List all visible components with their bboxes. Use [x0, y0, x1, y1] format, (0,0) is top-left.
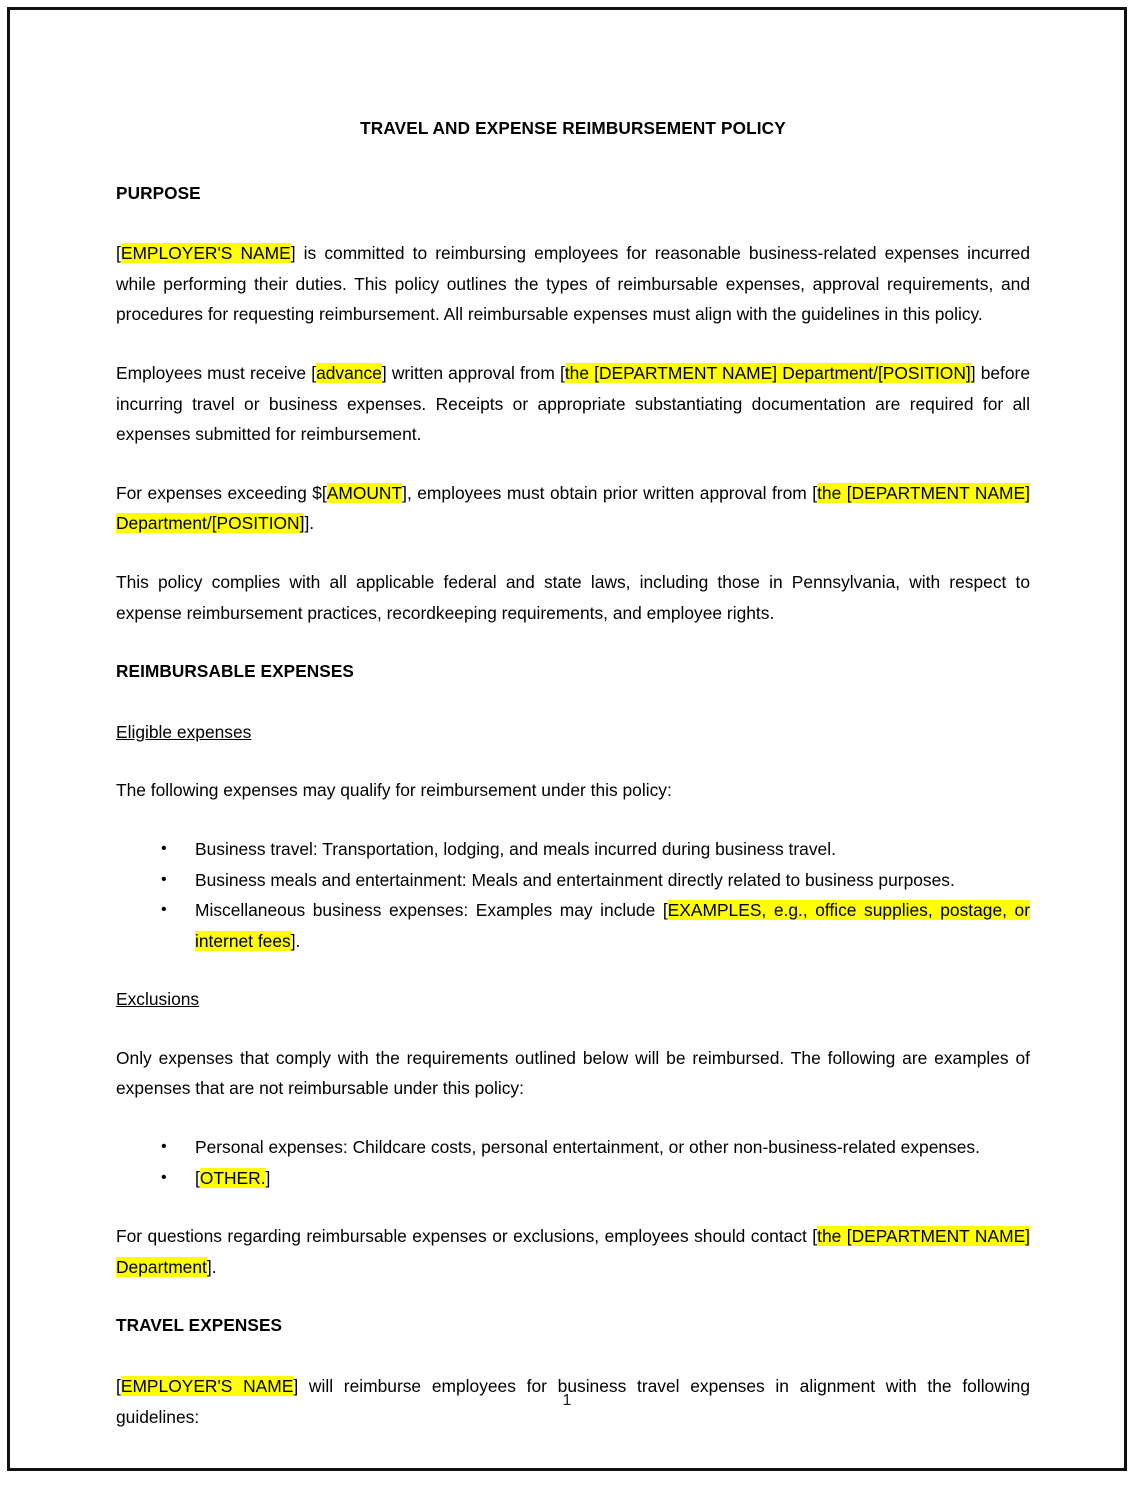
list-item	[116, 895, 1030, 956]
document-page	[7, 7, 1127, 1471]
eligible-expenses-list	[116, 834, 1030, 956]
placeholder-department-position-1: the [DEPARTMENT NAME] Department/[POSITION]	[564, 362, 971, 383]
document-body	[116, 113, 1030, 1460]
contact-part-b: ].	[206, 1256, 217, 1277]
purpose-p1-text: ] is committed to reimbursing employees for reasonable business-related expenses incurred while performing their duties. This policy outlines the types of reimbursable expenses, approval requirements, and procedures for requesting reimbursement. All reimbursable expenses must align with the guidelines in this policy.	[116, 243, 1030, 325]
purpose-paragraph-3	[116, 478, 1030, 539]
contact-part-a: For questions regarding reimbursable expenses or exclusions, employees should contact [	[116, 1226, 818, 1247]
purpose-p3-part-b: ], employees must obtain prior written approval from [	[402, 482, 818, 503]
placeholder-examples: EXAMPLES, e.g., office supplies, postage, or internet fees	[195, 900, 1031, 951]
list-item	[116, 834, 1030, 865]
heading-travel-expenses: TRAVEL EXPENSES	[116, 1315, 283, 1336]
placeholder-advance: advance	[316, 362, 382, 383]
heading-purpose: PURPOSE	[116, 182, 201, 203]
exclusions-intro: Only expenses that comply with the requirements outlined below will be reimbursed. The following are examples of expenses that are not reimbursable under this policy:	[116, 1047, 1030, 1099]
placeholder-employer-name-2: EMPLOYER'S NAME	[120, 1376, 294, 1397]
page-number: 1	[562, 1392, 572, 1409]
placeholder-department-position-2: the [DEPARTMENT NAME] Department/[POSITION]	[116, 482, 1030, 534]
placeholder-other: OTHER.	[199, 1167, 266, 1188]
bracket-open: [	[116, 243, 121, 264]
page-title: TRAVEL AND EXPENSE REIMBURSEMENT POLICY	[360, 118, 786, 138]
bullet-text-post: ]	[265, 1167, 271, 1188]
travel-p1-text: ] will reimburse employees for business travel expenses in alignment with the following guidelines:	[116, 1376, 1030, 1427]
purpose-paragraph-4: This policy complies with all applicable federal and state laws, including those in Pennsylvania, with respect to expense reimbursement practices, recordkeeping requirements, and employee rights.	[116, 571, 1030, 623]
purpose-p2-part-b: ] written approval from [	[381, 362, 565, 383]
list-item	[116, 1132, 1030, 1163]
subheading-eligible-expenses: Eligible expenses	[116, 721, 252, 742]
bullet-text-pre: Miscellaneous business expenses: Examples may include [	[195, 900, 668, 921]
heading-reimbursable-expenses: REIMBURSABLE EXPENSES	[116, 661, 354, 682]
exclusions-list	[116, 1132, 1030, 1193]
list-item	[116, 1163, 1030, 1194]
purpose-paragraph-1	[116, 238, 1030, 330]
eligible-expenses-intro: The following expenses may qualify for reimbursement under this policy:	[116, 780, 672, 801]
bullet-text-pre: Business travel: Transportation, lodging, and meals incurred during business travel.	[195, 838, 836, 859]
placeholder-department-contact: the [DEPARTMENT NAME] Department	[116, 1226, 1030, 1277]
subheading-exclusions: Exclusions	[116, 989, 200, 1010]
bullet-text-post: ].	[290, 930, 301, 951]
purpose-p3-part-a: For expenses exceeding $[	[116, 482, 327, 503]
bullet-text-pre: Personal expenses: Childcare costs, personal entertainment, or other non-business-related expenses.	[195, 1137, 980, 1158]
purpose-p2-part-c: ] before incurring travel or business expenses. Receipts or appropriate substantiating documentation are required for all expenses submitted for reimbursement.	[116, 362, 1031, 445]
placeholder-employer-name: EMPLOYER'S NAME	[120, 243, 291, 264]
bullet-text-pre: Business meals and entertainment: Meals and entertainment directly related to business purposes.	[195, 869, 955, 890]
purpose-p3-part-c: ].	[304, 513, 315, 534]
bracket-open: [	[116, 1376, 121, 1397]
purpose-paragraph-2	[116, 358, 1030, 450]
placeholder-amount: AMOUNT	[326, 482, 403, 503]
purpose-p2-part-a: Employees must receive [	[116, 362, 317, 383]
list-item	[116, 865, 1030, 896]
bullet-text-pre: [	[195, 1167, 200, 1188]
contact-paragraph	[116, 1221, 1030, 1282]
page-canvas	[10, 10, 1124, 1468]
